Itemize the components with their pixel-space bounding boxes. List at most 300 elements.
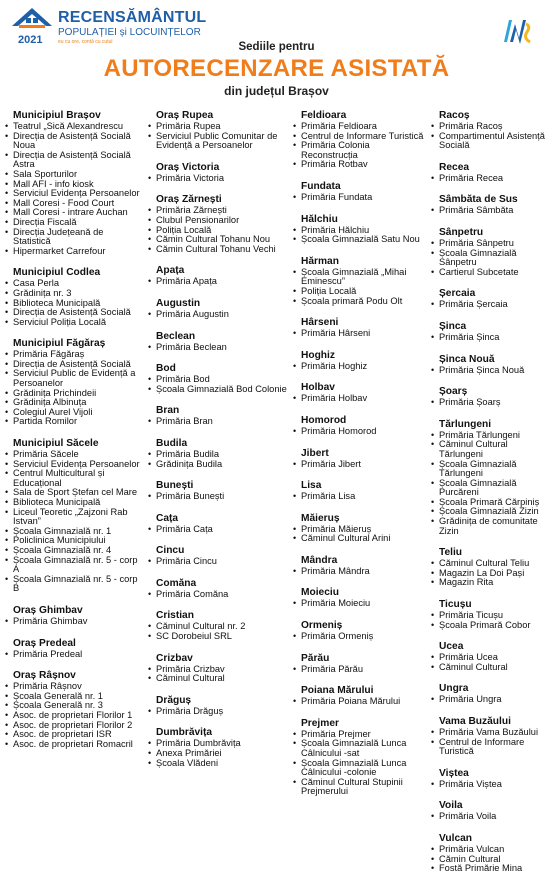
location-item: • Școala Gimnazială Lunca Câlnicului -sat [292,739,428,758]
location-list [147,343,287,353]
location-list [4,650,142,660]
locality-section [147,162,287,184]
location-item: • Primăria Ucea [430,653,553,663]
locality-section [292,653,428,675]
location-item: • Primăria Ghimbav [4,617,142,627]
location-list [430,174,553,184]
location-item: • Școala Gimnazială Lunca Câlnicului -colonie [292,759,428,778]
location-item: • Direcția de Asistență Socială [4,308,142,318]
location-item: • Serviciul Public Comunitar de Evidență a Persoanelor [147,132,287,151]
location-list [147,310,287,320]
location-item: • Primăria Viștea [430,780,553,790]
location-item: • Grădinița Prichindeii [4,389,142,399]
locality-name: Holbav [301,382,335,394]
location-item: • Mall Coresi - Food Court [4,199,142,209]
location-item: • Școala Primară Cobor [430,621,553,631]
location-item: • Școala Vlădeni [147,759,287,769]
location-item: • Căminul Cultural Teliu [430,559,553,569]
location-item: • Serviciul Poliția Locală [4,318,142,328]
locality-section [430,683,553,705]
location-item: • Școala Gimnazială nr. 5 - corp A [4,556,142,575]
location-item: • Școala Gimnazială nr. 4 [4,546,142,556]
location-item: • Primăria Homorod [292,427,428,437]
locality-section [147,405,287,427]
locality-section [430,110,553,151]
location-item: • Primăria Făgăraș [4,350,142,360]
location-list [430,206,553,216]
locality-name: Șoarș [439,386,468,398]
location-item: • Școala Gimnazială Purcăreni [430,479,553,498]
location-item: • Asoc. de proprietari ISR [4,730,142,740]
location-item: • Direcția Fiscală [4,218,142,228]
location-item: • Grădinița Budila [147,460,287,470]
location-item: • Școala Primară Cărpiniș [430,498,553,508]
location-item: • Clubul Pensionarilor [147,216,287,226]
locality-section [292,415,428,437]
location-item: • Primăria Rupea [147,122,287,132]
location-item: • Școala Generală nr. 3 [4,701,142,711]
page-title: AUTORECENZARE ASISTATĂ [103,55,450,82]
location-item: • Primăria Tărlungeni [430,431,553,441]
location-item: • Primăria Vulcan [430,845,553,855]
locality-section [292,110,428,170]
location-list [430,398,553,408]
location-item: • Primăria Părău [292,665,428,675]
location-list [430,653,553,672]
location-list [430,780,553,790]
column-4 [430,110,553,885]
location-list [147,450,287,469]
location-list [147,277,287,287]
location-item: • Primăria Poiana Mărului [292,697,428,707]
location-list [147,590,287,600]
location-list [147,174,287,184]
page-header [0,0,553,112]
location-list [292,632,428,642]
location-item: • Centrul de Informare Turistică [292,132,428,142]
location-item: • Școala Gimnazială Bod Colonie [147,385,287,395]
locality-name: Drăguș [156,694,192,706]
locality-name: Cincu [156,545,185,557]
location-item: • Căminul Cultural [430,663,553,673]
column-1 [4,110,142,760]
location-item: • Hipermarket Carrefour [4,247,142,257]
location-item: • Cartierul Subcetate [430,268,553,278]
locality-name: Cața [156,512,179,524]
location-item: • Primăria Bod [147,375,287,385]
location-item: • Primăria Apața [147,277,287,287]
locality-section [292,513,428,544]
location-item: • Școala Gimnazială nr. 5 - corp B [4,575,142,594]
locality-section [147,265,287,287]
locality-name: Oraș Rupea [156,110,214,121]
locality-name: Mândra [301,554,338,566]
location-list [147,525,287,535]
location-item: • Primăria Holbav [292,394,428,404]
locality-name: Municipiul Brașov [13,110,101,121]
location-item: • Primăria Crizbav [147,665,287,675]
location-list [430,333,553,343]
locality-name: Vama Buzăului [439,716,511,727]
locality-name: Comăna [156,577,197,589]
locality-name: Tărlungeni [439,418,492,430]
locality-section [147,194,287,254]
location-list [147,375,287,394]
logo-tagline: eu cu ore, contă cu cutul [58,39,113,45]
location-item: • Grădinița Albinuța [4,398,142,408]
locality-name: Municipiul Codlea [13,267,101,279]
location-item: • Primăria Șoarș [430,398,553,408]
location-item: • Anexa Primăriei [147,749,287,759]
location-list [430,695,553,705]
locality-name: Moieciu [301,587,339,599]
location-list [292,122,428,170]
locality-section [292,448,428,470]
location-item: • Primăria Budila [147,450,287,460]
location-item: • Primăria Cincu [147,557,287,567]
location-item: • Biblioteca Municipală [4,299,142,309]
location-item: • Primăria Sânpetru [430,239,553,249]
locality-name: Vulcan [439,832,473,844]
location-list [292,226,428,245]
locality-section [292,350,428,372]
location-list [147,557,287,567]
location-item: • Primăria Dumbrăvița [147,739,287,749]
location-list [292,599,428,609]
location-item: • Magazin La Doi Pași [430,569,553,579]
locality-section [292,480,428,502]
location-item: • Școala Gimnazială Tărlungeni [430,460,553,479]
location-item: • Primăria Hălchiu [292,226,428,236]
location-item: • Grădinița nr. 3 [4,289,142,299]
location-list [292,697,428,707]
location-list [292,362,428,372]
location-list [430,431,553,537]
location-item: • Partida Romilor [4,417,142,427]
location-list [4,682,142,749]
location-list [4,617,142,627]
location-item: • Primăria Bunești [147,492,287,502]
location-item: • Primăria Augustin [147,310,287,320]
location-item: • Mall AFI - info kiosk [4,180,142,190]
location-item: • Școala Gimnazială Zizin [430,507,553,517]
locality-section [430,768,553,790]
location-item: • Compartimentul Asistență Socială [430,132,553,151]
locality-section [4,338,142,427]
location-item: • Serviciul Evidența Persoanelor [4,460,142,470]
locality-section [4,605,142,627]
locality-section [430,800,553,822]
locations-list [0,110,553,874]
locality-section [292,214,428,245]
locality-section [430,419,553,537]
locality-name: Șinca [439,320,467,332]
location-list [147,739,287,768]
location-item: • Colegiul Aurel Vijoli [4,408,142,418]
location-list [430,122,553,151]
location-item: • Primăria Ticușu [430,611,553,621]
locality-section [147,331,287,353]
locality-section [430,386,553,408]
locality-name: Oraș Victoria [156,161,220,173]
location-item: • Direcția Județeană de Statistică [4,228,142,247]
locality-section [430,321,553,343]
locality-name: Voila [439,800,463,812]
locality-section [147,480,287,502]
location-list [292,730,428,797]
locality-name: Hălchiu [301,213,338,225]
location-list [147,707,287,717]
location-item: • Direcția de Asistență Socială Noua [4,132,142,151]
locality-section [147,363,287,394]
locality-section [430,599,553,630]
location-item: • Primăria Șinca [430,333,553,343]
locality-section [147,695,287,717]
locality-name: Hârseni [301,317,339,329]
locality-section [4,110,142,256]
location-item: • Căminul Cultural [147,674,287,684]
location-item: • SC Dorobeiul SRL [147,632,287,642]
location-item: • Primăria Voila [430,812,553,822]
location-item: • Centrul de Informare Turistică [430,738,553,757]
location-list [292,567,428,577]
locality-section [430,162,553,184]
location-item: • Primăria Comăna [147,590,287,600]
locality-name: Beclean [156,330,196,342]
location-item: • Primăria Săcele [4,450,142,460]
locality-name: Oraș Râșnov [13,670,76,682]
locality-section [4,438,142,594]
locality-section [430,288,553,310]
location-item: • Școala primară Podu Olt [292,297,428,307]
location-item: • Primăria Prejmer [292,730,428,740]
location-list [147,122,287,151]
location-item: • Primăria Fundata [292,193,428,203]
location-item: • Căminul Cultural Arini [292,534,428,544]
locality-name: Fundata [301,180,341,192]
location-item: • Grădinița de comunitate Zizin [430,517,553,536]
logo-subtitle: POPULAȚIEI și LOCUINȚELOR [58,27,201,38]
location-item: • Biblioteca Municipală [4,498,142,508]
locality-section [430,227,553,277]
locality-section [292,317,428,339]
location-item: • Mall Coresi - intrare Auchan [4,208,142,218]
locality-name: Viștea [439,767,469,779]
locality-name: Bod [156,363,176,375]
location-item: • Teatrul „Sică Alexandrescu [4,122,142,132]
location-item: • Primăria Recea [430,174,553,184]
location-list [292,525,428,544]
locality-section [147,513,287,535]
locality-name: Oraș Zărnești [156,194,222,206]
location-item: • Primăria Șinca Nouă [430,366,553,376]
locality-section [147,438,287,469]
location-item: • Serviciul Public de Evidență a Persoanelor [4,369,142,388]
location-item: • Primăria Mândra [292,567,428,577]
locality-name: Municipiul Săcele [13,438,99,450]
locality-name: Lisa [301,480,322,492]
locality-section [147,545,287,567]
location-item: • Primăria Cața [147,525,287,535]
location-list [4,450,142,594]
locality-name: Municipiul Făgăraș [13,338,106,350]
location-list [430,300,553,310]
locality-section [430,716,553,757]
locality-name: Cristian [156,610,194,622]
locality-name: Părău [301,652,330,664]
locality-name: Oraș Ghimbav [13,604,83,616]
location-item: • Serviciul Evidența Persoanelor [4,189,142,199]
location-list [430,611,553,630]
locality-section [147,578,287,600]
locality-section [292,256,428,306]
location-list [147,417,287,427]
location-item: • Cămin Cultural Tohanu Nou [147,235,287,245]
location-item: • Poliția Locală [147,226,287,236]
subtitle-top: Sediile pentru [238,41,315,53]
location-item: • Primăria Șercaia [430,300,553,310]
location-item: • Liceul Teoretic „Zajzoni Rab Istvan” [4,508,142,527]
locality-name: Crizbav [156,652,193,664]
location-item: • Primăria Bran [147,417,287,427]
location-list [292,268,428,306]
locality-name: Ucea [439,641,464,653]
logo-title: RECENSĂMÂNTUL [58,9,207,26]
locality-name: Oraș Predeal [13,637,76,649]
subtitle-bottom: din județul Brașov [224,84,329,98]
location-list [430,239,553,277]
locality-name: Hărman [301,255,339,267]
location-list [292,460,428,470]
locality-section [292,382,428,404]
locality-section [430,641,553,672]
locality-name: Dumbrăvița [156,727,213,739]
location-item: • Primăria Racoș [430,122,553,132]
location-list [430,559,553,588]
locality-section [292,587,428,609]
location-item: • Asoc. de proprietari Florilor 2 [4,721,142,731]
locality-section [292,181,428,203]
location-item: • Primăria Zărnești [147,206,287,216]
locality-section [4,638,142,660]
locality-name: Recea [439,161,470,173]
location-item: • Primăria Sâmbăta [430,206,553,216]
location-item: • Direcția de Asistență Socială Astra [4,151,142,170]
locality-name: Sâmbăta de Sus [439,194,518,206]
location-list [147,622,287,641]
location-item: • Căminul Cultural Tărlungeni [430,440,553,459]
locality-name: Bunești [156,480,194,492]
locality-section [4,670,142,749]
locality-name: Ticușu [439,599,472,611]
location-item: • Primăria Victoria [147,174,287,184]
location-item: • Poliția Locală [292,287,428,297]
locality-name: Racoș [439,110,470,121]
location-list [292,329,428,339]
location-list [430,728,553,757]
location-item: • Primăria Vama Buzăului [430,728,553,738]
location-item: • Centrul Multicultural și Educațional [4,469,142,488]
location-item: • Primăria Râșnov [4,682,142,692]
locality-name: Prejmer [301,717,339,729]
location-list [292,427,428,437]
location-item: • Casa Perla [4,279,142,289]
locality-name: Teliu [439,547,463,559]
locality-name: Homorod [301,414,347,426]
location-item: • Policlinica Municipiului [4,536,142,546]
locality-name: Șercaia [439,288,476,300]
location-item: • Sala de Sport Ștefan cel Mare [4,488,142,498]
location-item: • Primăria Ungra [430,695,553,705]
column-2 [147,110,287,779]
locality-section [147,298,287,320]
location-list [292,492,428,502]
location-item: • Primăria Drăguș [147,707,287,717]
locality-section [430,833,553,874]
location-list [147,492,287,502]
location-item: • Școala Gimnazială Sânpetru [430,249,553,268]
locality-name: Apața [156,265,185,277]
column-3 [292,110,428,808]
location-item: • Primăria Ormeniș [292,632,428,642]
location-item: • Primăria Lisa [292,492,428,502]
location-list [4,122,142,256]
location-item: • Direcția de Asistență Socială [4,360,142,370]
location-item: • Asoc. de proprietari Romacril [4,740,142,750]
locality-section [292,718,428,797]
locality-name: Augustin [156,297,201,309]
location-item: • Primăria Beclean [147,343,287,353]
location-list [147,206,287,254]
location-list [292,665,428,675]
location-item: • Sala Sporturilor [4,170,142,180]
locality-name: Budila [156,437,188,449]
location-list [4,350,142,427]
location-item: • Fostă Primărie Mina [430,864,553,874]
locality-section [147,727,287,768]
location-item: • Primăria Jibert [292,460,428,470]
location-item: • Primăria Hoghiz [292,362,428,372]
location-item: • Școala Gimnazială Satu Nou [292,235,428,245]
location-item: • Primăria Colonia Reconstrucția [292,141,428,160]
locality-name: Șinca Nouă [439,353,495,365]
locality-name: Bran [156,405,180,417]
locality-section [147,110,287,151]
location-item: • Cămin Cultural Tohanu Vechi [147,245,287,255]
location-item: • Primăria Măieruș [292,525,428,535]
location-list [292,394,428,404]
location-item: • Primăria Hârseni [292,329,428,339]
location-item: • Școala Gimnazială nr. 1 [4,527,142,537]
location-list [292,193,428,203]
locality-section [292,685,428,707]
logo-year: 2021 [18,34,43,46]
location-list [147,665,287,684]
location-item: • Primăria Feldioara [292,122,428,132]
location-item: • Căminul Cultural nr. 2 [147,622,287,632]
locality-section [147,653,287,684]
locality-name: Ungra [439,683,469,695]
location-list [430,812,553,822]
location-item: • Școala Gimnazială „Mihai Eminescu” [292,268,428,287]
locality-section [147,610,287,641]
location-list [4,279,142,327]
locality-name: Ormeniș [301,620,343,632]
locality-name: Feldioara [301,110,347,121]
location-item: • Școala Generală nr. 1 [4,692,142,702]
location-item: • Magazin Rita [430,578,553,588]
location-list [430,845,553,874]
